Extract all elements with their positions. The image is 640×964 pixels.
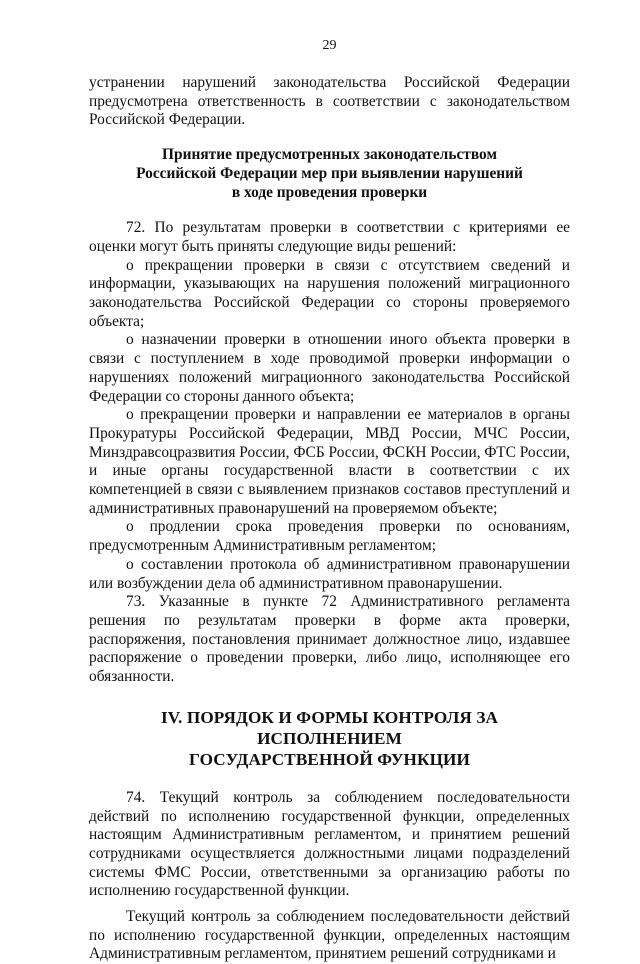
paragraph-73: 73. Указанные в пункте 72 Административного регламента решения по результатам проверки в форме акта проверки, распоряжения, постановления принимает должностное лицо, издавшее распоряжение о проведении проверки, либо лицо, исполняющее его обязанности. [89,593,570,686]
decision-item: о продлении срока проведения проверки по основаниям, предусмотренным Административным регламентом; [89,518,570,555]
decision-item: о прекращении проверки и направлении ее материалов в органы Прокуратуры Российской Федерации, МВД России, МЧС России, Минздравсоцразвития России, ФСБ России, ФСКН России, ФТС России, и иные органы государственной власти в соответствии с их компетенцией в связи с выявлением признаков составов преступлений и административных правонарушений на проверяемом объекте; [89,406,570,517]
page-number: 29 [322,38,337,53]
section-heading-line: ГОСУДАРСТВЕННОЙ ФУНКЦИИ [189,749,470,769]
decision-item: о прекращении проверки в связи с отсутствием сведений и информации, указывающих на нарушения положений миграционного законодательства Российской Федерации со стороны проверяемого объекта; [89,256,570,330]
subheading-line: Принятие предусмотренных законодательством [162,146,497,164]
paragraph-72: 72. По результатам проверки в соответствии с критериями ее оценки могут быть приняты следующие виды решений: [89,219,570,255]
intro-paragraph: устранении нарушений законодательства Российской Федерации предусмотрена ответственность в соответствии с законодательством Российской Федерации. [89,74,570,129]
decision-item: о назначении проверки в отношении иного объекта проверки в связи с поступлением в ходе проводимой проверки информации о нарушениях положений миграционного законодательства Российской Федерации со стороны данного объекта; [89,331,570,405]
paragraph-74-continued: Текущий контроль за соблюдением последовательности действий по исполнению государственной функции, определенных настоящим Административным регламентом, принятием решений сотрудниками и [89,908,570,963]
subheading [89,146,570,202]
decision-item: о составлении протокола об административном правонарушении или возбуждении дела об административном правонарушении. [89,555,570,592]
subheading-line: Российской Федерации мер при выявлении нарушений [136,164,523,182]
section-heading-line: IV. ПОРЯДОК И ФОРМЫ КОНТРОЛЯ ЗА ИСПОЛНЕНИЕМ [160,707,499,748]
paragraph-74: 74. Текущий контроль за соблюдением последовательности действий по исполнению государственной функции, определенных настоящим Административным регламентом, и принятием решений сотрудниками осуществляется должностными лицами подразделений системы ФМС России, ответственными за организацию работы по исполнению государственной функции. [89,788,570,900]
section-heading [89,707,570,770]
subheading-line: в ходе проведения проверки [231,183,428,201]
